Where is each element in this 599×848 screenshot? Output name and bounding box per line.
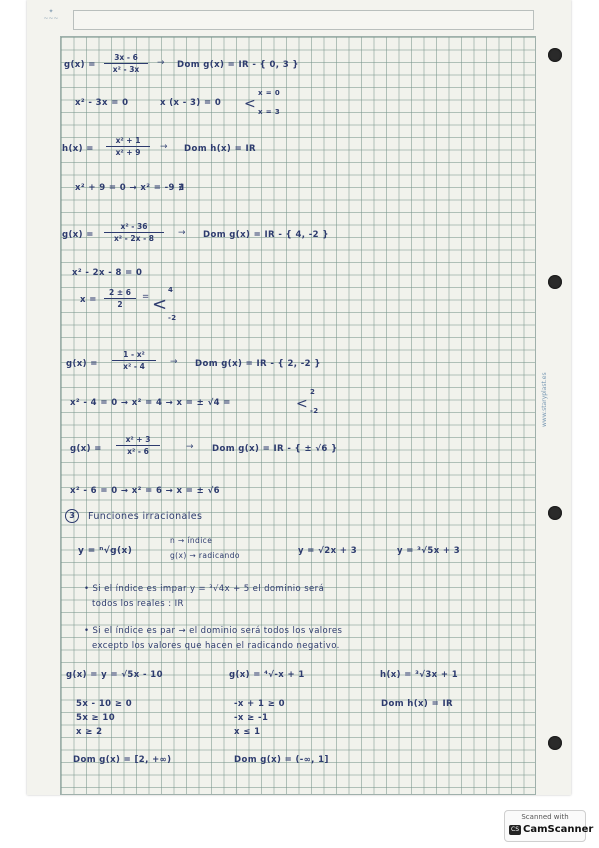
step: 5x ≥ 10 xyxy=(76,713,116,723)
example-title: g(x) = ⁴√-x + 1 xyxy=(229,670,305,680)
root: -2 xyxy=(168,314,177,322)
fraction-bar xyxy=(112,360,156,361)
step: x ≤ 1 xyxy=(234,727,261,737)
arrow-icon: → xyxy=(178,228,186,238)
step: 5x - 10 ≥ 0 xyxy=(76,699,133,709)
numerator: x² + 3 xyxy=(125,435,151,444)
arrow-icon: → xyxy=(160,142,168,152)
fraction xyxy=(116,435,160,456)
numerator: 3x - 6 xyxy=(114,53,138,62)
func-label: g(x) = xyxy=(64,60,96,70)
numerator: 1 - x² xyxy=(123,350,145,359)
step: Dom h(x) = IR xyxy=(381,699,453,709)
fraction xyxy=(104,288,136,309)
domain-text: Dom h(x) = IR xyxy=(184,144,256,154)
fraction-bar xyxy=(104,63,148,64)
fraction-bar xyxy=(116,445,160,446)
denominator: 2 xyxy=(117,300,123,309)
denominator: x² + 9 xyxy=(115,148,141,157)
index-note: n → índice xyxy=(170,536,213,545)
equation: x² - 2x - 8 = 0 xyxy=(72,268,143,278)
radicand-note: g(x) → radicando xyxy=(170,551,240,560)
general-form: y = ⁿ√g(x) xyxy=(78,546,133,556)
domain-result: Dom g(x) = (-∞, 1] xyxy=(234,755,329,765)
numerator: 2 ± 6 xyxy=(109,288,131,297)
domain-result: Dom g(x) = [2, +∞) xyxy=(73,755,172,765)
domain-text: Dom g(x) = IR - { 4, -2 } xyxy=(203,230,329,240)
root: x = 3 xyxy=(258,108,281,116)
root: -2 xyxy=(310,407,319,415)
root: x = 0 xyxy=(258,89,281,97)
camscanner-brand: CamScanner xyxy=(523,824,594,835)
fraction-bar xyxy=(104,298,136,299)
punch-hole xyxy=(548,48,562,62)
numerator: x² - 36 xyxy=(120,222,148,231)
denominator: x² - 3x xyxy=(112,65,140,74)
fraction xyxy=(106,136,150,157)
func-label: h(x) = xyxy=(62,144,94,154)
equals: = xyxy=(142,292,150,302)
domain-text: Dom g(x) = IR - { 0, 3 } xyxy=(177,60,299,70)
section-title: Funciones irracionales xyxy=(88,511,203,522)
func-label: g(x) = xyxy=(66,359,98,369)
rule-even-cont: excepto los valores que hacen el radicando negativo. xyxy=(92,641,340,651)
side-url: www.staryplast.es xyxy=(541,372,548,428)
fraction-bar xyxy=(104,232,164,233)
fraction xyxy=(112,350,156,371)
example-title: h(x) = ³√3x + 1 xyxy=(380,670,459,680)
punch-hole xyxy=(548,506,562,520)
equation: x = xyxy=(80,295,97,305)
func-label: g(x) = xyxy=(62,230,94,240)
step: x ≥ 2 xyxy=(76,727,103,737)
scanned-label: Scanned with xyxy=(521,813,569,821)
equation: x (x - 3) = 0 xyxy=(160,98,222,108)
example: y = √2x + 3 xyxy=(298,546,358,556)
example: y = ³√5x + 3 xyxy=(397,546,461,556)
fraction xyxy=(104,222,164,243)
domain-text: Dom g(x) = IR - { ± √6 } xyxy=(212,444,338,454)
arrow-icon: → xyxy=(186,442,194,452)
equation: x² - 6 = 0 → x² = 6 → x = ± √6 xyxy=(70,486,220,496)
step: -x + 1 ≥ 0 xyxy=(234,699,285,709)
camscanner-icon: CS xyxy=(511,826,519,833)
camscanner-badge xyxy=(504,810,594,842)
rule-odd: • Si el índice es impar y = ³√4x + 5 el dominio será xyxy=(84,584,325,594)
rule-odd-cont: todos los reales : IR xyxy=(92,599,184,609)
root: 2 xyxy=(310,388,316,396)
func-label: g(x) = xyxy=(70,444,102,454)
fraction xyxy=(104,53,148,74)
arrow-icon: → xyxy=(157,58,165,68)
equation: x² + 9 = 0 → x² = -9 ∄ xyxy=(75,183,185,193)
step: -x ≥ -1 xyxy=(234,713,269,723)
denominator: x² - 2x - 8 xyxy=(113,234,155,243)
branch-icon: < xyxy=(152,294,168,315)
punch-hole xyxy=(548,736,562,750)
numerator: x² + 1 xyxy=(115,136,141,145)
equation: x² - 4 = 0 → x² = 4 → x = ± √4 = xyxy=(70,398,231,408)
arrow-icon: → xyxy=(170,357,178,367)
rule-even: • Si el índice es par → el dominio será todos los valores xyxy=(84,626,343,636)
punch-hole xyxy=(548,275,562,289)
branch-icon: < xyxy=(244,96,257,112)
fraction-bar xyxy=(106,146,150,147)
example-title: g(x) = y = √5x - 10 xyxy=(66,670,163,680)
notebook-logo: ✦ ~~~ xyxy=(43,8,59,22)
denominator: x² - 4 xyxy=(123,362,145,371)
equation: x² - 3x = 0 xyxy=(75,98,129,108)
branch-icon: < xyxy=(296,396,309,412)
header-box xyxy=(73,10,534,30)
denominator: x² - 6 xyxy=(127,447,149,456)
root: 4 xyxy=(168,286,174,294)
domain-text: Dom g(x) = IR - { 2, -2 } xyxy=(195,359,321,369)
section-number: 3 xyxy=(65,509,79,523)
